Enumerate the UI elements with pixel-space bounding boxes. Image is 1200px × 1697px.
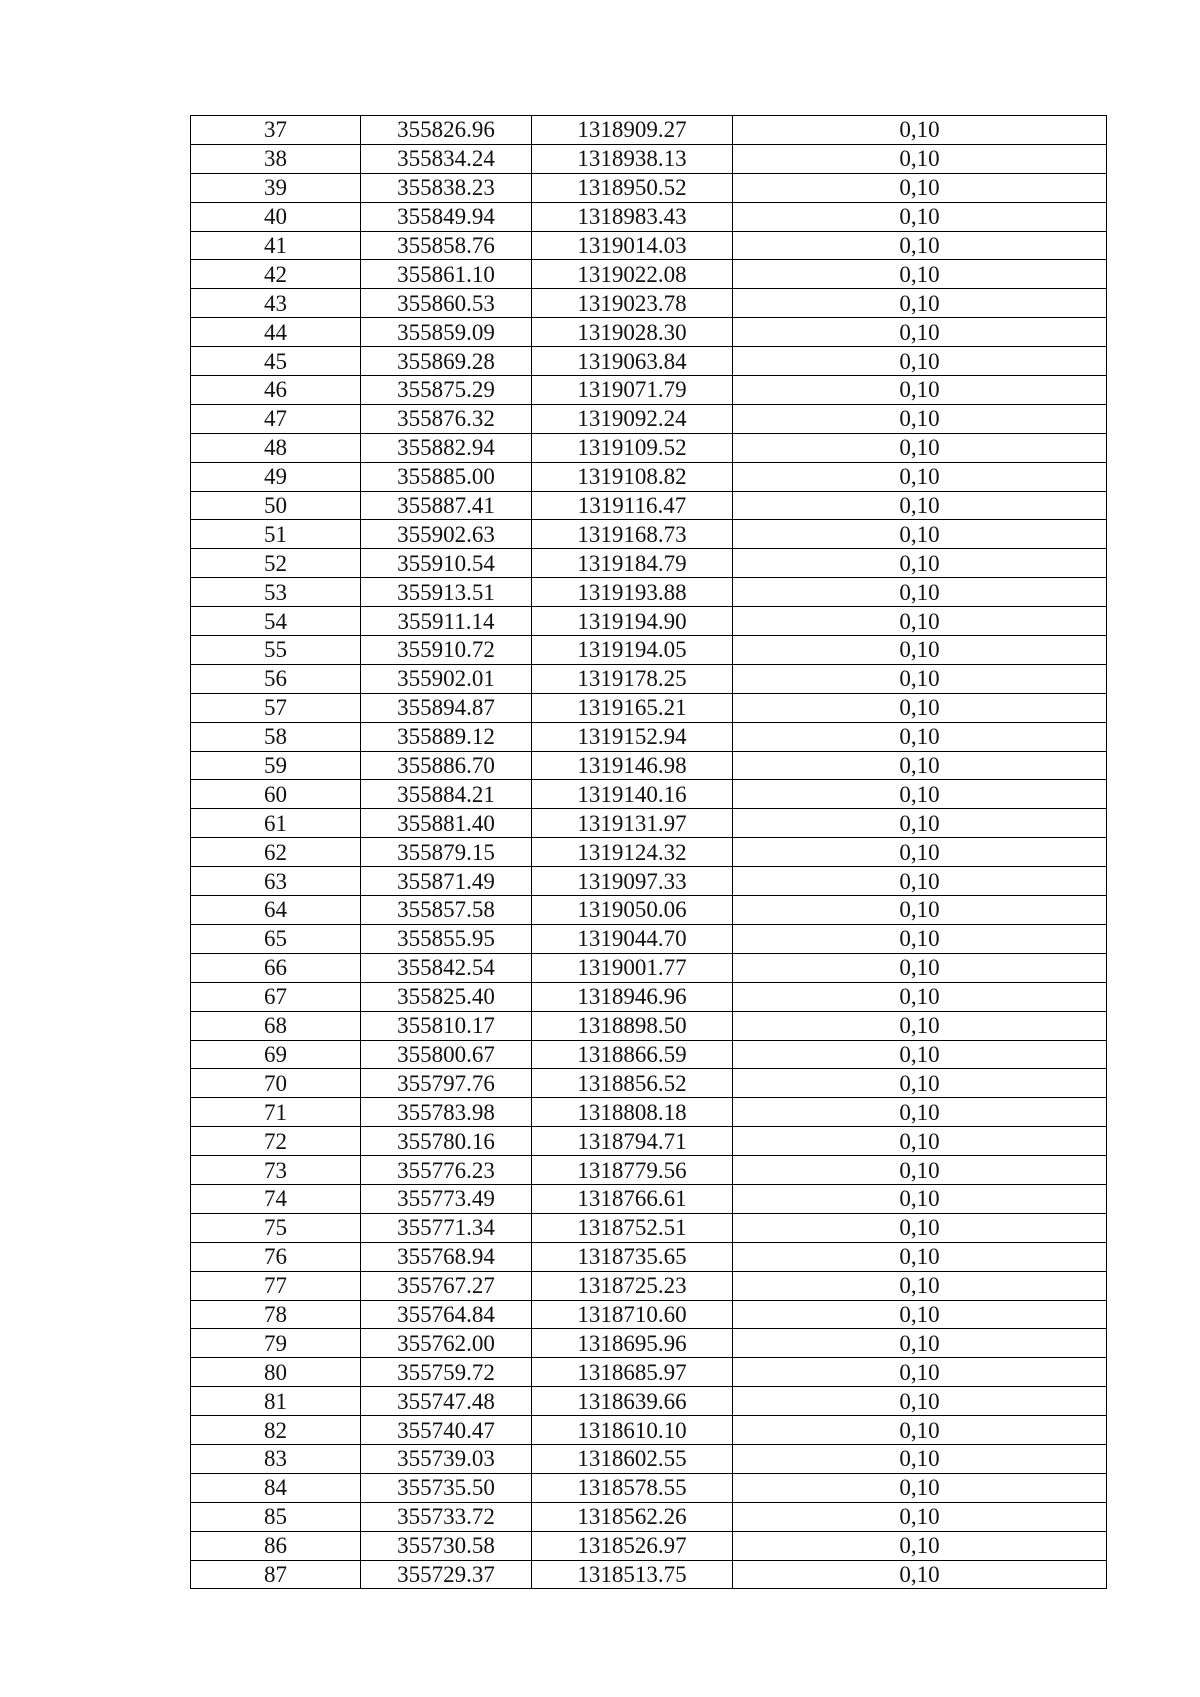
y-coordinate-cell: 1318938.13 [532,144,733,173]
table-row [191,462,1107,491]
table-row [191,578,1107,607]
x-coordinate-cell: 355740.47 [361,1416,532,1445]
point-number-cell: 54 [191,607,361,636]
point-number-cell: 58 [191,722,361,751]
point-number-cell: 48 [191,433,361,462]
value-cell: 0,10 [733,1387,1107,1416]
table-row [191,144,1107,173]
y-coordinate-cell: 1319001.77 [532,953,733,982]
y-coordinate-cell: 1319109.52 [532,433,733,462]
table-row [191,433,1107,462]
x-coordinate-cell: 355875.29 [361,376,532,405]
table-row [191,1502,1107,1531]
x-coordinate-cell: 355759.72 [361,1358,532,1387]
point-number-cell: 63 [191,867,361,896]
table-row [191,1300,1107,1329]
x-coordinate-cell: 355797.76 [361,1069,532,1098]
y-coordinate-cell: 1318695.96 [532,1329,733,1358]
y-coordinate-cell: 1318898.50 [532,1011,733,1040]
value-cell: 0,10 [733,347,1107,376]
point-number-cell: 67 [191,982,361,1011]
y-coordinate-cell: 1318639.66 [532,1387,733,1416]
value-cell: 0,10 [733,1531,1107,1560]
point-number-cell: 49 [191,462,361,491]
x-coordinate-cell: 355884.21 [361,780,532,809]
point-number-cell: 42 [191,260,361,289]
x-coordinate-cell: 355910.72 [361,636,532,665]
table-row [191,751,1107,780]
x-coordinate-cell: 355869.28 [361,347,532,376]
y-coordinate-cell: 1319165.21 [532,693,733,722]
y-coordinate-cell: 1318946.96 [532,982,733,1011]
value-cell: 0,10 [733,722,1107,751]
point-number-cell: 74 [191,1184,361,1213]
value-cell: 0,10 [733,1502,1107,1531]
x-coordinate-cell: 355871.49 [361,867,532,896]
y-coordinate-cell: 1319178.25 [532,664,733,693]
point-number-cell: 56 [191,664,361,693]
value-cell: 0,10 [733,664,1107,693]
value-cell: 0,10 [733,751,1107,780]
x-coordinate-cell: 355861.10 [361,260,532,289]
point-number-cell: 71 [191,1098,361,1127]
point-number-cell: 83 [191,1444,361,1473]
value-cell: 0,10 [733,404,1107,433]
x-coordinate-cell: 355826.96 [361,116,532,145]
table-row [191,1040,1107,1069]
y-coordinate-cell: 1319184.79 [532,549,733,578]
x-coordinate-cell: 355729.37 [361,1560,532,1589]
table-row [191,404,1107,433]
point-number-cell: 84 [191,1473,361,1502]
x-coordinate-cell: 355911.14 [361,607,532,636]
table-row [191,1127,1107,1156]
table-row [191,924,1107,953]
x-coordinate-cell: 355783.98 [361,1098,532,1127]
value-cell: 0,10 [733,838,1107,867]
table-row [191,1358,1107,1387]
table-row [191,953,1107,982]
y-coordinate-cell: 1319022.08 [532,260,733,289]
point-number-cell: 47 [191,404,361,433]
table-row [191,231,1107,260]
value-cell: 0,10 [733,491,1107,520]
x-coordinate-cell: 355855.95 [361,924,532,953]
point-number-cell: 61 [191,809,361,838]
value-cell: 0,10 [733,376,1107,405]
point-number-cell: 66 [191,953,361,982]
table-row [191,664,1107,693]
y-coordinate-cell: 1318602.55 [532,1444,733,1473]
table-row [191,1184,1107,1213]
table-row [191,1069,1107,1098]
x-coordinate-cell: 355810.17 [361,1011,532,1040]
x-coordinate-cell: 355733.72 [361,1502,532,1531]
x-coordinate-cell: 355887.41 [361,491,532,520]
y-coordinate-cell: 1318513.75 [532,1560,733,1589]
point-number-cell: 85 [191,1502,361,1531]
table-row [191,1271,1107,1300]
y-coordinate-cell: 1319092.24 [532,404,733,433]
value-cell: 0,10 [733,1069,1107,1098]
x-coordinate-cell: 355894.87 [361,693,532,722]
y-coordinate-cell: 1318983.43 [532,202,733,231]
point-number-cell: 78 [191,1300,361,1329]
table-row [191,347,1107,376]
value-cell: 0,10 [733,867,1107,896]
x-coordinate-cell: 355889.12 [361,722,532,751]
y-coordinate-cell: 1318909.27 [532,116,733,145]
x-coordinate-cell: 355776.23 [361,1156,532,1185]
table-row [191,202,1107,231]
x-coordinate-cell: 355858.76 [361,231,532,260]
value-cell: 0,10 [733,1271,1107,1300]
table-row [191,1560,1107,1589]
y-coordinate-cell: 1318779.56 [532,1156,733,1185]
table-row [191,1011,1107,1040]
value-cell: 0,10 [733,173,1107,202]
y-coordinate-cell: 1319071.79 [532,376,733,405]
table-row [191,318,1107,347]
value-cell: 0,10 [733,1473,1107,1502]
point-number-cell: 64 [191,896,361,925]
table-row [191,896,1107,925]
x-coordinate-cell: 355834.24 [361,144,532,173]
x-coordinate-cell: 355902.63 [361,520,532,549]
table-row [191,1098,1107,1127]
y-coordinate-cell: 1319146.98 [532,751,733,780]
x-coordinate-cell: 355762.00 [361,1329,532,1358]
x-coordinate-cell: 355735.50 [361,1473,532,1502]
table-row [191,838,1107,867]
point-number-cell: 51 [191,520,361,549]
y-coordinate-cell: 1318735.65 [532,1242,733,1271]
point-number-cell: 43 [191,289,361,318]
y-coordinate-cell: 1318526.97 [532,1531,733,1560]
point-number-cell: 80 [191,1358,361,1387]
table-row [191,982,1107,1011]
value-cell: 0,10 [733,607,1107,636]
table-row [191,549,1107,578]
y-coordinate-cell: 1318794.71 [532,1127,733,1156]
value-cell: 0,10 [733,1358,1107,1387]
point-number-cell: 53 [191,578,361,607]
point-number-cell: 40 [191,202,361,231]
y-coordinate-cell: 1319063.84 [532,347,733,376]
value-cell: 0,10 [733,1011,1107,1040]
point-number-cell: 73 [191,1156,361,1185]
value-cell: 0,10 [733,318,1107,347]
value-cell: 0,10 [733,549,1107,578]
point-number-cell: 65 [191,924,361,953]
x-coordinate-cell: 355882.94 [361,433,532,462]
value-cell: 0,10 [733,144,1107,173]
coordinates-table-body [191,116,1107,1589]
y-coordinate-cell: 1319044.70 [532,924,733,953]
y-coordinate-cell: 1319050.06 [532,896,733,925]
value-cell: 0,10 [733,780,1107,809]
point-number-cell: 82 [191,1416,361,1445]
value-cell: 0,10 [733,1329,1107,1358]
value-cell: 0,10 [733,1560,1107,1589]
x-coordinate-cell: 355730.58 [361,1531,532,1560]
table-row [191,1531,1107,1560]
x-coordinate-cell: 355800.67 [361,1040,532,1069]
y-coordinate-cell: 1318562.26 [532,1502,733,1531]
point-number-cell: 44 [191,318,361,347]
value-cell: 0,10 [733,693,1107,722]
table-row [191,636,1107,665]
point-number-cell: 87 [191,1560,361,1589]
point-number-cell: 55 [191,636,361,665]
x-coordinate-cell: 355902.01 [361,664,532,693]
value-cell: 0,10 [733,202,1107,231]
value-cell: 0,10 [733,809,1107,838]
x-coordinate-cell: 355859.09 [361,318,532,347]
y-coordinate-cell: 1318950.52 [532,173,733,202]
point-number-cell: 38 [191,144,361,173]
x-coordinate-cell: 355825.40 [361,982,532,1011]
value-cell: 0,10 [733,1156,1107,1185]
point-number-cell: 86 [191,1531,361,1560]
x-coordinate-cell: 355838.23 [361,173,532,202]
table-row [191,1242,1107,1271]
point-number-cell: 39 [191,173,361,202]
value-cell: 0,10 [733,1416,1107,1445]
y-coordinate-cell: 1318710.60 [532,1300,733,1329]
table-row [191,1444,1107,1473]
value-cell: 0,10 [733,520,1107,549]
value-cell: 0,10 [733,231,1107,260]
y-coordinate-cell: 1319108.82 [532,462,733,491]
point-number-cell: 37 [191,116,361,145]
value-cell: 0,10 [733,1300,1107,1329]
x-coordinate-cell: 355913.51 [361,578,532,607]
x-coordinate-cell: 355768.94 [361,1242,532,1271]
y-coordinate-cell: 1319140.16 [532,780,733,809]
table-row [191,491,1107,520]
x-coordinate-cell: 355739.03 [361,1444,532,1473]
y-coordinate-cell: 1318685.97 [532,1358,733,1387]
table-row [191,1329,1107,1358]
x-coordinate-cell: 355886.70 [361,751,532,780]
point-number-cell: 45 [191,347,361,376]
point-number-cell: 72 [191,1127,361,1156]
x-coordinate-cell: 355771.34 [361,1213,532,1242]
value-cell: 0,10 [733,260,1107,289]
y-coordinate-cell: 1319116.47 [532,491,733,520]
x-coordinate-cell: 355773.49 [361,1184,532,1213]
value-cell: 0,10 [733,1127,1107,1156]
table-row [191,607,1107,636]
point-number-cell: 76 [191,1242,361,1271]
value-cell: 0,10 [733,636,1107,665]
value-cell: 0,10 [733,1040,1107,1069]
point-number-cell: 57 [191,693,361,722]
y-coordinate-cell: 1319124.32 [532,838,733,867]
y-coordinate-cell: 1319131.97 [532,809,733,838]
point-number-cell: 79 [191,1329,361,1358]
x-coordinate-cell: 355857.58 [361,896,532,925]
point-number-cell: 68 [191,1011,361,1040]
y-coordinate-cell: 1319194.90 [532,607,733,636]
table-row [191,1416,1107,1445]
value-cell: 0,10 [733,924,1107,953]
y-coordinate-cell: 1318856.52 [532,1069,733,1098]
point-number-cell: 41 [191,231,361,260]
y-coordinate-cell: 1319193.88 [532,578,733,607]
y-coordinate-cell: 1319097.33 [532,867,733,896]
table-row [191,173,1107,202]
x-coordinate-cell: 355842.54 [361,953,532,982]
table-row [191,1473,1107,1502]
y-coordinate-cell: 1319028.30 [532,318,733,347]
x-coordinate-cell: 355764.84 [361,1300,532,1329]
y-coordinate-cell: 1318578.55 [532,1473,733,1502]
y-coordinate-cell: 1318610.10 [532,1416,733,1445]
x-coordinate-cell: 355881.40 [361,809,532,838]
value-cell: 0,10 [733,462,1107,491]
y-coordinate-cell: 1318752.51 [532,1213,733,1242]
value-cell: 0,10 [733,289,1107,318]
y-coordinate-cell: 1319014.03 [532,231,733,260]
x-coordinate-cell: 355876.32 [361,404,532,433]
value-cell: 0,10 [733,1184,1107,1213]
point-number-cell: 50 [191,491,361,520]
coordinates-table [190,115,1107,1589]
y-coordinate-cell: 1319168.73 [532,520,733,549]
point-number-cell: 60 [191,780,361,809]
value-cell: 0,10 [733,1098,1107,1127]
x-coordinate-cell: 355910.54 [361,549,532,578]
point-number-cell: 52 [191,549,361,578]
x-coordinate-cell: 355860.53 [361,289,532,318]
table-row [191,722,1107,751]
table-row [191,1387,1107,1416]
point-number-cell: 59 [191,751,361,780]
value-cell: 0,10 [733,578,1107,607]
table-row [191,693,1107,722]
table-row [191,1156,1107,1185]
value-cell: 0,10 [733,982,1107,1011]
y-coordinate-cell: 1318808.18 [532,1098,733,1127]
y-coordinate-cell: 1319023.78 [532,289,733,318]
point-number-cell: 75 [191,1213,361,1242]
point-number-cell: 81 [191,1387,361,1416]
table-row [191,1213,1107,1242]
value-cell: 0,10 [733,896,1107,925]
table-row [191,809,1107,838]
x-coordinate-cell: 355885.00 [361,462,532,491]
value-cell: 0,10 [733,116,1107,145]
value-cell: 0,10 [733,953,1107,982]
x-coordinate-cell: 355879.15 [361,838,532,867]
x-coordinate-cell: 355747.48 [361,1387,532,1416]
value-cell: 0,10 [733,1213,1107,1242]
point-number-cell: 77 [191,1271,361,1300]
table-row [191,520,1107,549]
table-row [191,116,1107,145]
point-number-cell: 46 [191,376,361,405]
value-cell: 0,10 [733,1242,1107,1271]
y-coordinate-cell: 1318725.23 [532,1271,733,1300]
table-row [191,780,1107,809]
x-coordinate-cell: 355849.94 [361,202,532,231]
y-coordinate-cell: 1319152.94 [532,722,733,751]
value-cell: 0,10 [733,1444,1107,1473]
table-row [191,260,1107,289]
point-number-cell: 62 [191,838,361,867]
x-coordinate-cell: 355780.16 [361,1127,532,1156]
y-coordinate-cell: 1319194.05 [532,636,733,665]
table-row [191,867,1107,896]
y-coordinate-cell: 1318766.61 [532,1184,733,1213]
y-coordinate-cell: 1318866.59 [532,1040,733,1069]
table-row [191,376,1107,405]
point-number-cell: 70 [191,1069,361,1098]
table-row [191,289,1107,318]
x-coordinate-cell: 355767.27 [361,1271,532,1300]
value-cell: 0,10 [733,433,1107,462]
point-number-cell: 69 [191,1040,361,1069]
